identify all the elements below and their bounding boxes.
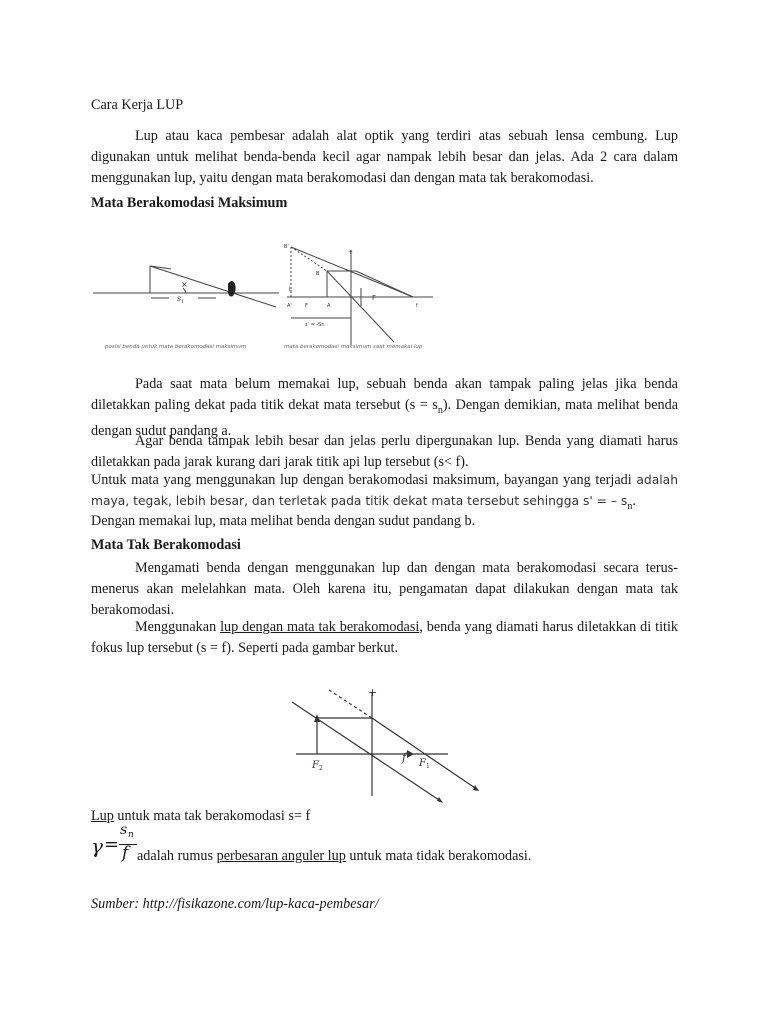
p3-text-sans: adalah maya, tegak, lebih besar, dan terletak pada titik dekat mata tersebut sehingga s' = – s — [91, 473, 678, 508]
label-f2: F — [312, 760, 319, 771]
ray-arrowhead-b — [473, 785, 479, 791]
link-lup[interactable]: Lup — [91, 808, 114, 824]
label-f-focal: f — [416, 303, 418, 309]
label-f1: F — [419, 758, 426, 769]
page-title: Cara Kerja LUP — [91, 97, 184, 113]
p1-text-b: ). Dengan demikian, mata melihat benda dengan sudut pandang a. — [91, 397, 678, 439]
p3-text-a: Untuk mata yang menggunakan lup dengan berakomodasi maksimum, bayangan yang terjadi — [91, 472, 637, 488]
label-a-prime: A' — [287, 303, 292, 309]
figure-tak-berakomodasi — [286, 684, 486, 806]
formula-description — [137, 846, 531, 867]
label-plus-2: + — [368, 686, 378, 699]
figure-berakomodasi — [91, 240, 441, 355]
label-b-prime: B' — [284, 244, 289, 250]
virtual-ray-dashed — [291, 247, 327, 271]
paragraph-sudut-b: Dengan memakai lup, mata melihat benda dengan sudut pandang b. — [91, 513, 476, 529]
paragraph-agar-benda: Agar benda tampak lebih besar dan jelas perlu dipergunakan lup. Benda yang diamati harus diletakkan pada jarak kurang dari jarak titik api lup tersebut (s< f). — [91, 433, 678, 470]
figure1-caption-left: posisi benda untuk mata berakomodasi maksimum — [105, 344, 247, 350]
label-f1-sub: 1 — [426, 763, 430, 770]
s1-label: s — [177, 294, 182, 303]
p3-sub: n — [627, 500, 633, 512]
eye-icon — [228, 281, 236, 297]
figure-tak-berakomodasi-diagram — [286, 684, 486, 806]
paragraph-melelahkan: Mengamati benda dengan menggunakan lup dan dengan mata berakomodasi secara terus-menerus akan melelahkan mata. Oleh karena itu, pengamatan dapat dilakukan dengan mata tak berakomodasi. — [91, 560, 678, 618]
p6-text-a: Menggunakan — [135, 619, 221, 635]
paragraph-titik-fokus — [91, 617, 678, 659]
caption2-rest: untuk mata tak berakomodasi s= f — [113, 808, 311, 824]
p1-text-a: Pada saat mata belum memakai lup, sebuah benda akan tampak paling jelas jika benda diletakkan paling dekat pada titik dekat mata tersebut (s = s — [91, 376, 678, 413]
formula-text-a: adalah rumus — [137, 848, 217, 864]
ray-arrowhead-a — [437, 797, 443, 803]
label-b: B — [316, 271, 320, 277]
figure1-caption-right: mata berakomodasi maksimum saat memakai lup — [284, 344, 423, 350]
ray-to-focus — [356, 271, 413, 297]
p3-end: . — [632, 493, 636, 509]
label-f-focal-2: f — [402, 751, 407, 764]
s1-sub: 1 — [181, 299, 185, 305]
intro-paragraph: Lup atau kaca pembesar adalah alat optik yang terdiri atas sebuah lensa cembung. Lup digunakan untuk melihat benda-benda kecil agar nampak lebih besar dan jelas. Ada 2 cara dalam menggunakan lup, yaitu dengan mata berakomodasi dan dengan mata tak berakomodasi. — [91, 128, 678, 186]
ray-through-center-2 — [292, 702, 442, 802]
formula-denominator: f — [122, 843, 129, 863]
sight-ray-left — [150, 266, 276, 307]
paragraph-bayangan — [91, 470, 678, 517]
heading-tak-berakomodasi: Mata Tak Berakomodasi — [91, 537, 241, 553]
formula-numerator-sub: n — [128, 830, 134, 840]
figure-berakomodasi-diagram — [91, 240, 441, 355]
p1-sub: n — [437, 404, 443, 416]
p6-text-b: , benda yang diamati harus diletakkan di titik fokus lup tersebut (s = f). Seperti pada gambar berkut. — [91, 619, 678, 656]
magnification-formula — [91, 822, 139, 866]
label-f2-sub: 2 — [319, 765, 323, 772]
label-plus: + — [348, 249, 354, 256]
formula-gamma: γ — [91, 834, 103, 858]
label-a: A — [327, 303, 331, 309]
virtual-ray-dashed-2 — [329, 690, 372, 718]
label-s-prime: s' = -Sn — [305, 322, 325, 328]
source-citation[interactable]: Sumber: http://fisikazone.com/lup-kaca-pembesar/ — [91, 896, 379, 912]
formula-text-b: untuk mata tidak berakomodasi. — [345, 848, 532, 864]
focus-arrowhead — [407, 750, 414, 758]
formula-numerator: s — [120, 822, 128, 838]
label-l: L — [289, 287, 292, 293]
link-lup-tak-berakomodasi[interactable]: lup dengan mata tak berakomodasi — [220, 619, 420, 635]
panel-with-lup — [287, 247, 433, 345]
ray-through-center — [327, 271, 394, 342]
link-perbesaran-anguler[interactable]: perbesaran anguler lup — [216, 848, 346, 864]
label-f-left: F — [305, 303, 308, 309]
label-f-right: F — [372, 294, 377, 302]
formula-equals: = — [104, 834, 120, 855]
alpha-label: × — [181, 280, 188, 289]
heading-berakomodasi-maksimum: Mata Berakomodasi Maksimum — [91, 195, 288, 211]
